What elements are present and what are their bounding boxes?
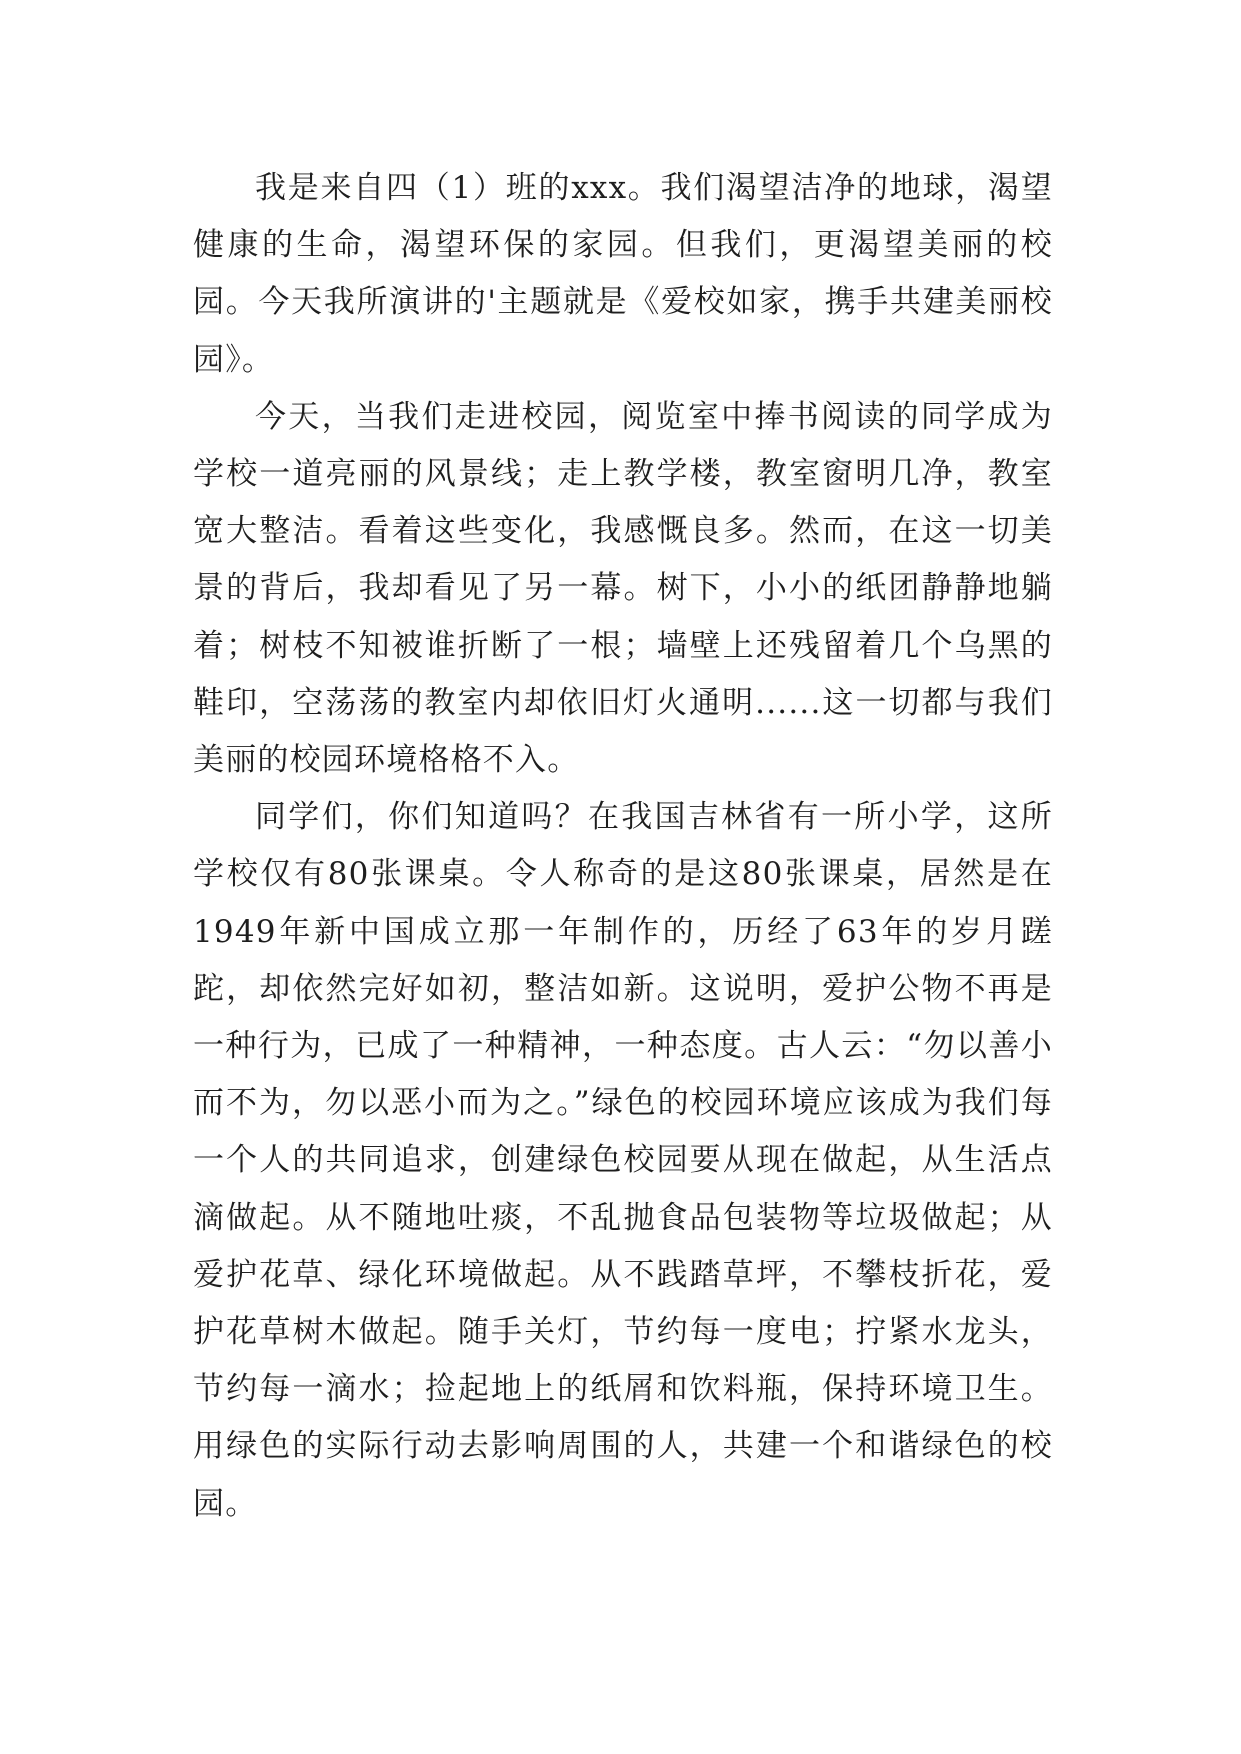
- paragraph-1: 我是来自四（1）班的xxx。我们渴望洁净的地球，渴望健康的生命，渴望环保的家园。但我们，更渴望美丽的校园。今天我所演讲的'主题就是《爱校如家，携手共建美丽校园》。: [193, 170, 1053, 378]
- paragraph-3: 同学们，你们知道吗？在我国吉林省有一所小学，这所学校仅有80张课桌。令人称奇的是这80张课桌，居然是在1949年新中国成立那一年制作的，历经了63年的岁月蹉跎，却依然完好如初，整洁如新。这说明，爱护公物不再是一种行为，已成了一种精神，一种态度。古人云：“勿以善小而不为，勿以恶小而为之。”绿色的校园环境应该成为我们每一个人的共同追求，创建绿色校园要从现在做起，从生活点滴做起。从不随地吐痰，不乱抛食品包装物等垃圾做起；从爱护花草、绿化环境做起。从不践踏草坪，不攀枝折花，爱护花草树木做起。随手关灯，节约每一度电；拧紧水龙头，节约每一滴水；捡起地上的纸屑和饮料瓶，保持环境卫生。用绿色的实际行动去影响周围的人，共建一个和谐绿色的校园。: [193, 799, 1053, 1522]
- paragraph-2: 今天，当我们走进校园，阅览室中捧书阅读的同学成为学校一道亮丽的风景线；走上教学楼，教室窗明几净，教室宽大整洁。看着这些变化，我感慨良多。然而，在这一切美景的背后，我却看见了另一幕。树下，小小的纸团静静地躺着；树枝不知被谁折断了一根；墙壁上还残留着几个乌黑的鞋印，空荡荡的教室内却依旧灯火通明......这一切都与我们美丽的校园环境格格不入。: [193, 398, 1053, 779]
- document-body: [193, 160, 1053, 1533]
